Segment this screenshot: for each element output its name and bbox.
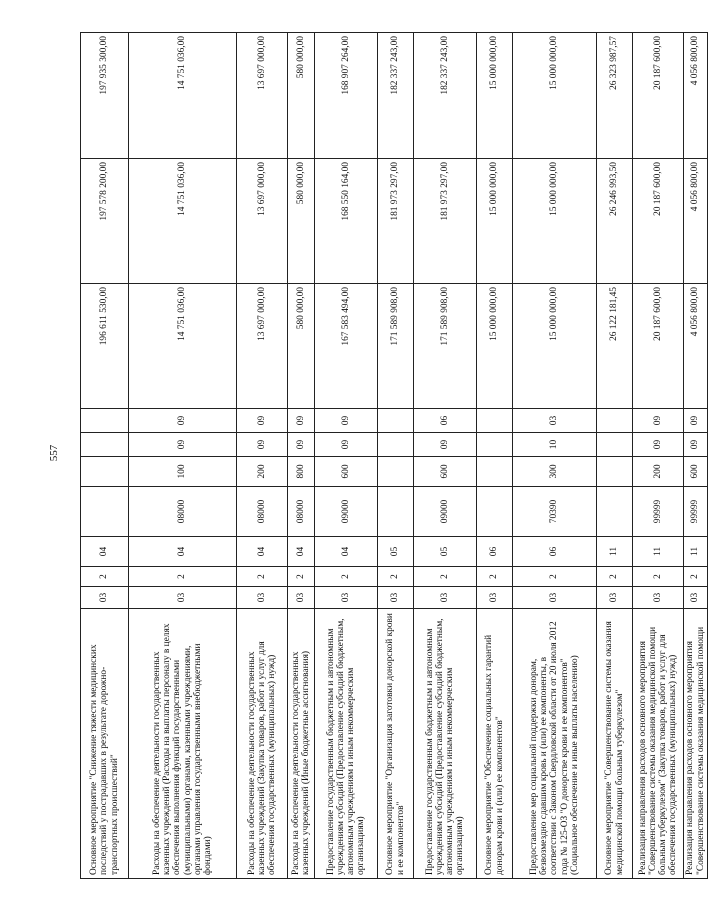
event-code: 04 (288, 537, 315, 567)
section-code: 09 (684, 433, 708, 457)
row-description: Основное мероприятие "Обеспечение социальных гарантий донорам крови и (или) ее компонентов" (477, 609, 513, 879)
table-row (288, 33, 315, 879)
section-code (597, 433, 633, 457)
target-article-code: 08000 (288, 487, 315, 537)
amount-year-1: 196 611 530,00 (81, 284, 129, 409)
program-code: 03 (633, 587, 684, 609)
section-code: 09 (129, 433, 237, 457)
table-row (477, 33, 513, 879)
program-code: 03 (315, 587, 378, 609)
subsection-code: 09 (129, 409, 237, 433)
table-row (129, 33, 237, 879)
expense-type-code: 100 (129, 457, 237, 487)
table-row (414, 33, 477, 879)
event-code: 04 (237, 537, 288, 567)
subsection-code: 09 (237, 409, 288, 433)
row-description: Расходы на обеспечение деятельности государственных казенных учреждений (Иные бюджетные ассигнования) (288, 609, 315, 879)
amount-year-3: 15 000 000,00 (513, 33, 597, 159)
row-description: Предоставление государственным бюджетным и автономным учреждениям субсидий (Предоставление субсидий бюджетным, автономным учреждениям и иным некоммерческим организациям) (315, 609, 378, 879)
amount-year-3: 197 935 300,00 (81, 33, 129, 159)
amount-year-1: 171 589 908,00 (378, 284, 414, 409)
target-article-code (378, 487, 414, 537)
subprogram-code: 2 (633, 567, 684, 587)
target-article-code: 99999 (633, 487, 684, 537)
amount-year-3: 168 907 264,00 (315, 33, 378, 159)
program-code: 03 (129, 587, 237, 609)
amount-year-3: 13 697 000,00 (237, 33, 288, 159)
event-code: 05 (378, 537, 414, 567)
event-code: 04 (81, 537, 129, 567)
expense-type-code (81, 457, 129, 487)
row-description: Предоставление государственным бюджетным и автономным учреждениям субсидий (Предоставление субсидий бюджетным, автономным учреждениям и иным некоммерческим организациям) (414, 609, 477, 879)
event-code: 04 (129, 537, 237, 567)
amount-year-1: 171 589 908,00 (414, 284, 477, 409)
program-code: 03 (378, 587, 414, 609)
subsection-code (81, 409, 129, 433)
amount-year-3: 15 000 000,00 (477, 33, 513, 159)
amount-year-2: 15 000 000,00 (477, 159, 513, 284)
subprogram-code: 2 (378, 567, 414, 587)
event-code: 05 (414, 537, 477, 567)
amount-year-2: 181 973 297,00 (378, 159, 414, 284)
target-article-code: 09000 (315, 487, 378, 537)
section-code: 09 (315, 433, 378, 457)
expense-type-code (477, 457, 513, 487)
row-description: Реализация направления расходов основного мероприятия "Совершенствование системы оказания медицинской помощи больным туберкулезом" (Закупка товаров, работ и услуг для обеспечения государственных (муниципальных) нужд) (633, 609, 684, 879)
subprogram-code: 2 (477, 567, 513, 587)
subsection-code (597, 409, 633, 433)
amount-year-2: 4 056 800,00 (684, 159, 708, 284)
expense-type-code (378, 457, 414, 487)
program-code: 03 (597, 587, 633, 609)
section-code: 09 (288, 433, 315, 457)
program-code: 03 (81, 587, 129, 609)
program-code: 03 (237, 587, 288, 609)
row-description: Расходы на обеспечение деятельности государственных казенных учреждений (Закупка товаров, работ и услуг для обеспечения государственных (муниципальных) нужд) (237, 609, 288, 879)
subprogram-code: 2 (237, 567, 288, 587)
target-article-code: 08000 (129, 487, 237, 537)
amount-year-3: 26 323 987,57 (597, 33, 633, 159)
amount-year-1: 26 122 181,45 (597, 284, 633, 409)
target-article-code: 09000 (414, 487, 477, 537)
event-code: 04 (315, 537, 378, 567)
section-code (477, 433, 513, 457)
row-description: Основное мероприятие "Снижение тяжести медицинских последствий у пострадавших в результате дорожно-транспортных происшествий" (81, 609, 129, 879)
program-code: 03 (288, 587, 315, 609)
section-code: 09 (237, 433, 288, 457)
expense-type-code: 600 (414, 457, 477, 487)
subprogram-code: 2 (513, 567, 597, 587)
amount-year-3: 14 751 036,00 (129, 33, 237, 159)
amount-year-2: 15 000 000,00 (513, 159, 597, 284)
expense-type-code: 300 (513, 457, 597, 487)
program-code: 03 (477, 587, 513, 609)
expense-type-code: 600 (315, 457, 378, 487)
row-description: Основное мероприятие "Совершенствование системы оказания медицинской помощи больным туберкулезом" (597, 609, 633, 879)
subprogram-code: 2 (81, 567, 129, 587)
subsection-code: 06 (414, 409, 477, 433)
amount-year-2: 20 187 600,00 (633, 159, 684, 284)
amount-year-1: 15 000 000,00 (513, 284, 597, 409)
amount-year-2: 168 550 164,00 (315, 159, 378, 284)
table-row (81, 33, 129, 879)
target-article-code (81, 487, 129, 537)
subsection-code: 09 (633, 409, 684, 433)
target-article-code (477, 487, 513, 537)
subsection-code: 03 (513, 409, 597, 433)
section-code: 10 (513, 433, 597, 457)
section-code: 09 (414, 433, 477, 457)
budget-table (80, 32, 708, 879)
amount-year-2: 197 578 200,00 (81, 159, 129, 284)
subprogram-code: 2 (288, 567, 315, 587)
amount-year-3: 182 337 243,00 (378, 33, 414, 159)
amount-year-1: 580 000,00 (288, 284, 315, 409)
event-code: 06 (477, 537, 513, 567)
expense-type-code: 200 (633, 457, 684, 487)
row-description: Основное мероприятие "Организация заготовки донорской крови и ее компонентов" (378, 609, 414, 879)
rotated-table-wrapper (80, 33, 706, 879)
target-article-code (597, 487, 633, 537)
event-code: 06 (513, 537, 597, 567)
amount-year-3: 4 056 800,00 (684, 33, 708, 159)
target-article-code: 08000 (237, 487, 288, 537)
program-code: 03 (414, 587, 477, 609)
amount-year-1: 13 697 000,00 (237, 284, 288, 409)
row-description: Предоставление мер социальной поддержки донорам, безвозмездно сдавшим кровь и (или) ее компоненты, в соответствии с Законом Свердловской области от 20 июля 2012 года № 125-ОЗ "О донорстве крови и ее компонентов" (Социальное обеспечение и иные выплаты населению) (513, 609, 597, 879)
subprogram-code: 2 (414, 567, 477, 587)
expense-type-code: 600 (684, 457, 708, 487)
expense-type-code: 200 (237, 457, 288, 487)
table-row (633, 33, 684, 879)
amount-year-2: 14 751 036,00 (129, 159, 237, 284)
amount-year-1: 14 751 036,00 (129, 284, 237, 409)
subsection-code: 09 (288, 409, 315, 433)
amount-year-1: 167 583 494,00 (315, 284, 378, 409)
subprogram-code: 2 (684, 567, 708, 587)
row-description: Расходы на обеспечение деятельности государственных казенных учреждений (Расходы на выплаты персоналу в целях обеспечения выполнения функций государственными (муниципальными) органами, казенными учреждениями, органами управления государственными внебюджетными фондами) (129, 609, 237, 879)
page-number: 557 (48, 444, 60, 462)
amount-year-1: 4 056 800,00 (684, 284, 708, 409)
target-article-code: 99999 (684, 487, 708, 537)
section-code (378, 433, 414, 457)
subprogram-code: 2 (315, 567, 378, 587)
subprogram-code: 2 (597, 567, 633, 587)
amount-year-1: 20 187 600,00 (633, 284, 684, 409)
subsection-code (477, 409, 513, 433)
amount-year-3: 182 337 243,00 (414, 33, 477, 159)
amount-year-2: 26 246 993,50 (597, 159, 633, 284)
table-row (684, 33, 708, 879)
subsection-code: 09 (684, 409, 708, 433)
amount-year-2: 181 973 297,00 (414, 159, 477, 284)
amount-year-1: 15 000 000,00 (477, 284, 513, 409)
table-row (513, 33, 597, 879)
subsection-code: 09 (315, 409, 378, 433)
event-code: 11 (633, 537, 684, 567)
event-code: 11 (684, 537, 708, 567)
amount-year-3: 580 000,00 (288, 33, 315, 159)
amount-year-3: 20 187 600,00 (633, 33, 684, 159)
table-row (597, 33, 633, 879)
row-description: Реализация направления расходов основного мероприятия "Совершенствование системы оказания медицинской помощи (684, 609, 708, 879)
section-code (81, 433, 129, 457)
amount-year-2: 13 697 000,00 (237, 159, 288, 284)
event-code: 11 (597, 537, 633, 567)
amount-year-2: 580 000,00 (288, 159, 315, 284)
section-code: 09 (633, 433, 684, 457)
expense-type-code: 800 (288, 457, 315, 487)
program-code: 03 (684, 587, 708, 609)
table-row (378, 33, 414, 879)
subsection-code (378, 409, 414, 433)
table-row (315, 33, 378, 879)
program-code: 03 (513, 587, 597, 609)
table-row (237, 33, 288, 879)
table-body (81, 33, 708, 879)
target-article-code: 70390 (513, 487, 597, 537)
subprogram-code: 2 (129, 567, 237, 587)
expense-type-code (597, 457, 633, 487)
